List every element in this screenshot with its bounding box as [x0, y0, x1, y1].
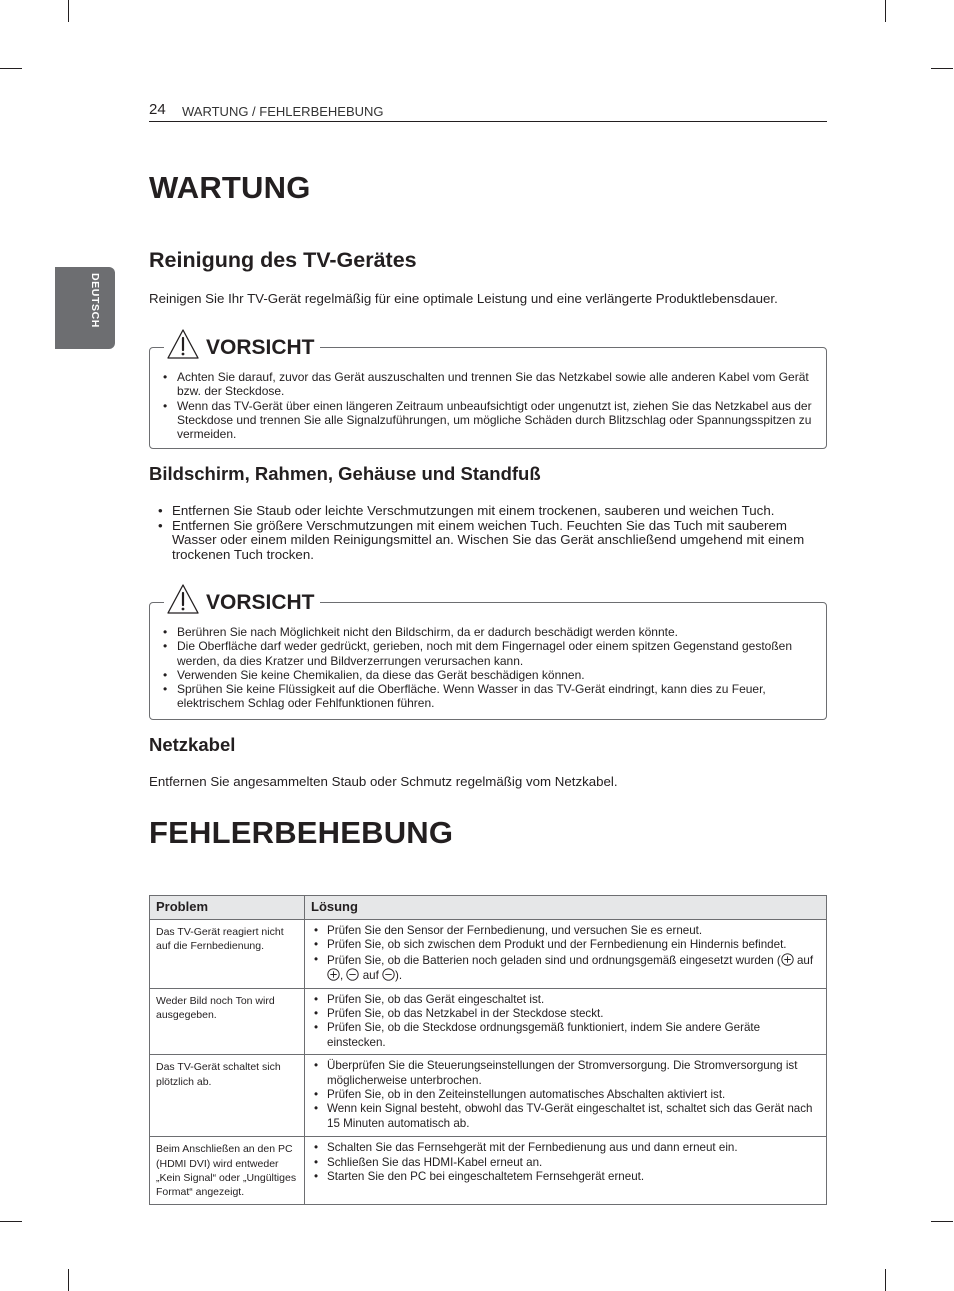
list-item: • Entfernen Sie größere Verschmutzungen mit einem weichen Tuch. Feuchten Sie das Tuch mit sauberem Wasser oder einem milden Reinigungsmittel an. Wischen Sie das Gerät anschließend umgehend mit einem trockenen Tuch trocken.: [157, 519, 825, 563]
column-header-problem: Problem: [150, 896, 305, 920]
caution-label: VORSICHT: [206, 336, 315, 359]
table-row: [150, 1137, 827, 1205]
troubleshooting-table: [149, 895, 827, 1205]
warning-triangle-icon: [166, 328, 200, 360]
page-number: 24: [149, 101, 166, 118]
solution-cell: [305, 1137, 827, 1205]
table-row: [150, 988, 827, 1055]
power-cord-heading: Netzkabel: [149, 734, 236, 755]
screen-heading: Bildschirm, Rahmen, Gehäuse und Standfuß: [149, 463, 541, 484]
crop-mark: [68, 1269, 69, 1291]
battery-check-auf: auf: [793, 953, 814, 967]
plus-circle-icon: [781, 953, 794, 966]
caution-item: • Sprühen Sie keine Flüssigkeit auf die Oberfläche. Wenn Wasser in das TV-Gerät eindringt, kann dies zu Feuer, elektrischem Schlag oder Fehlfunktionen führen.: [162, 682, 814, 711]
crop-mark: [931, 68, 953, 69]
power-cord-text: Entfernen Sie angesammelten Staub oder Schmutz regelmäßig vom Netzkabel.: [149, 774, 618, 789]
caution-list: [162, 625, 814, 711]
solution-item: • Überprüfen Sie die Steuerungseinstellungen der Stromversorgung. Die Stromversorgung ist möglicherweise unterbrochen.: [313, 1059, 818, 1088]
crop-mark: [0, 1221, 22, 1222]
cleaning-heading: Reinigung des TV-Gerätes: [149, 248, 417, 272]
caution-label: VORSICHT: [206, 591, 315, 614]
plus-circle-icon: [327, 968, 340, 981]
solution-item: • Schalten Sie das Fernsehgerät mit der Fernbedienung aus und dann erneut ein.: [313, 1141, 818, 1155]
problem-cell: Das TV-Gerät schaltet sich plötzlich ab.: [150, 1055, 305, 1137]
solution-cell: [305, 920, 827, 989]
table-header-row: [150, 896, 827, 920]
column-header-solution: Lösung: [305, 896, 827, 920]
solution-item: • Wenn kein Signal besteht, obwohl das TV-Gerät eingeschaltet ist, schaltet sich das Gerät nach 15 Minuten automatisch ab.: [313, 1102, 818, 1131]
problem-cell: Beim Anschließen an den PC (HDMI DVI) wird entweder „Kein Signal“ oder „Ungültiges Format“ angezeigt.: [150, 1137, 305, 1205]
troubleshooting-title: FEHLERBEHEBUNG: [149, 815, 454, 850]
language-tab-label: DEUTSCH: [89, 273, 101, 328]
problem-cell: Weder Bild noch Ton wird ausgegeben.: [150, 988, 305, 1055]
caution-item: • Berühren Sie nach Möglichkeit nicht den Bildschirm, da er dadurch beschädigt werden könnte.: [162, 625, 814, 639]
solution-item: • Prüfen Sie den Sensor der Fernbedienung, und versuchen Sie es erneut.: [313, 924, 818, 938]
table-row: [150, 920, 827, 989]
crop-mark: [885, 0, 886, 22]
solution-item: • Prüfen Sie, ob das Netzkabel in der Steckdose steckt.: [313, 1007, 818, 1021]
solution-item: [313, 953, 818, 984]
battery-check-text: Prüfen Sie, ob die Batterien noch geladen sind und ordnungsgemäß eingesetzt wurden (: [327, 953, 781, 967]
battery-check-end: ).: [395, 969, 403, 983]
wartung-title: WARTUNG: [149, 170, 311, 205]
caution-item: • Verwenden Sie keine Chemikalien, da diese das Gerät beschädigen können.: [162, 668, 814, 682]
solution-cell: [305, 988, 827, 1055]
battery-check-auf: auf: [359, 969, 379, 983]
cleaning-intro: Reinigen Sie Ihr TV-Gerät regelmäßig für eine optimale Leistung und eine verlängerte Produktlebensdauer.: [149, 291, 778, 306]
crop-mark: [68, 0, 69, 22]
minus-circle-icon: [382, 968, 395, 981]
solution-item: • Prüfen Sie, ob in den Zeiteinstellungen automatisches Abschalten aktiviert ist.: [313, 1088, 818, 1102]
table-row: [150, 1055, 827, 1137]
crop-mark: [931, 1221, 953, 1222]
crop-mark: [0, 68, 22, 69]
solution-item: • Starten Sie den PC bei eingeschaltetem Fernsehgerät erneut.: [313, 1170, 818, 1184]
caution-list: [162, 370, 814, 441]
solution-item: • Schließen Sie das HDMI-Kabel erneut an.: [313, 1156, 818, 1170]
caution-header: [164, 326, 320, 360]
solution-item: • Prüfen Sie, ob sich zwischen dem Produkt und der Fernbedienung ein Hindernis befindet.: [313, 938, 818, 952]
minus-circle-icon: [346, 968, 359, 981]
caution-box-screen: [149, 591, 827, 720]
list-item: • Entfernen Sie Staub oder leichte Verschmutzungen mit einem trockenen, sauberen und weichen Tuch.: [157, 504, 825, 519]
language-tab: [55, 267, 115, 349]
caution-item: • Achten Sie darauf, zuvor das Gerät auszuschalten und trennen Sie das Netzkabel sowie alle anderen Kabel vom Gerät bzw. der Steckdose.: [162, 370, 814, 399]
caution-box-cleaning: [149, 336, 827, 449]
caution-item: • Die Oberfläche darf weder gedrückt, gerieben, noch mit dem Fingernagel oder einem spitzen Gegenstand gestoßen werden, da dies Kratzer und Bildverzerrungen verursachen kann.: [162, 639, 814, 668]
solution-cell: [305, 1055, 827, 1137]
problem-cell: Das TV-Gerät reagiert nicht auf die Fernbedienung.: [150, 920, 305, 989]
battery-check-comma: ,: [340, 969, 344, 983]
solution-item: • Prüfen Sie, ob die Steckdose ordnungsgemäß funktioniert, indem Sie andere Geräte einstecken.: [313, 1021, 818, 1050]
page-header: [149, 101, 827, 122]
warning-triangle-icon: [166, 583, 200, 615]
caution-header: [164, 581, 320, 615]
crop-mark: [885, 1269, 886, 1291]
solution-item: • Prüfen Sie, ob das Gerät eingeschaltet ist.: [313, 993, 818, 1007]
running-section-title: WARTUNG / FEHLERBEHEBUNG: [182, 104, 384, 119]
caution-item: • Wenn das TV-Gerät über einen längeren Zeitraum unbeaufsichtigt oder ungenutzt ist, ziehen Sie das Netzkabel aus der Steckdose und trennen Sie alle Signalzuführungen, um mögliche Schäden durch Blitzschlag oder Spannungsspitzen zu vermeiden.: [162, 399, 814, 442]
screen-cleaning-list: [157, 504, 825, 562]
